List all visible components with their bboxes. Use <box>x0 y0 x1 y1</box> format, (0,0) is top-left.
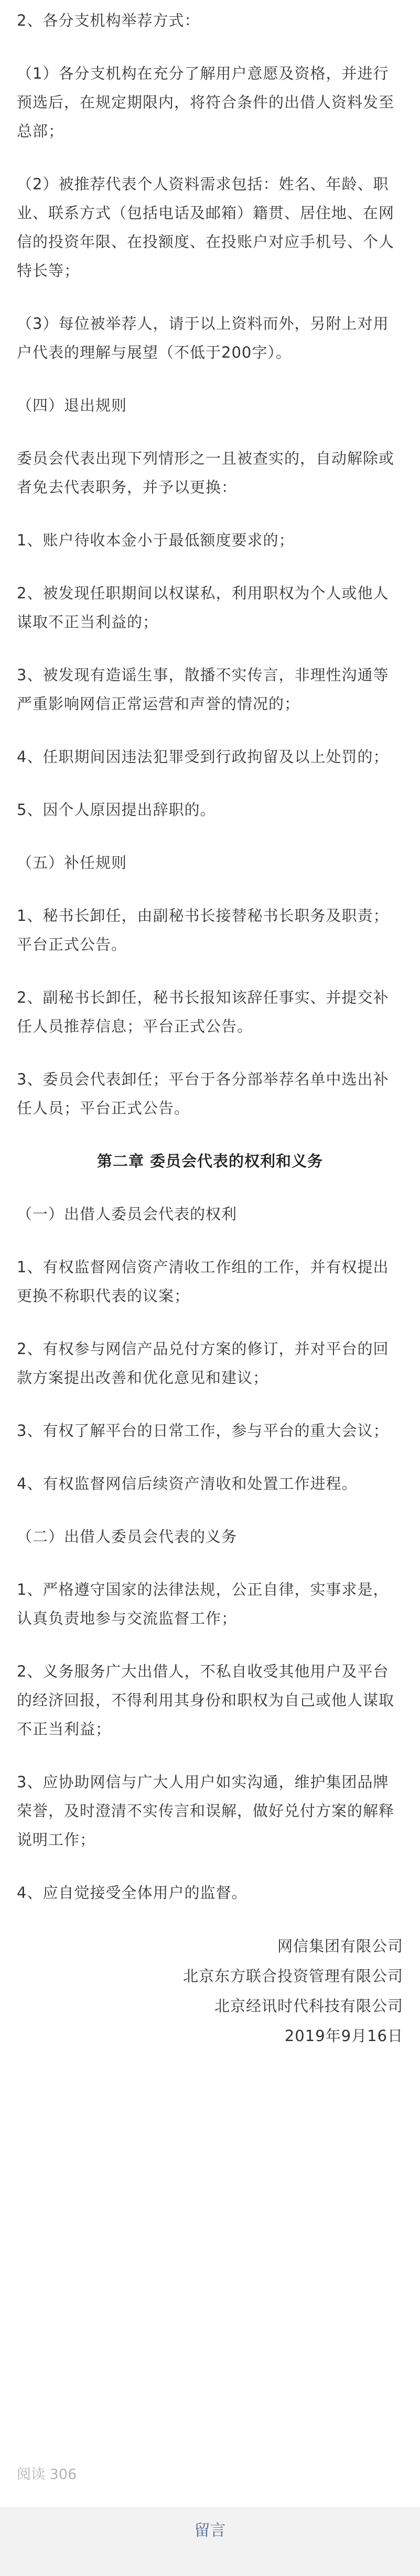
signature-block <box>17 1931 403 2051</box>
paragraph: 4、应自觉接受全体用户的监督。 <box>17 1884 247 1902</box>
paragraph: 1、账户待收本金小于最低额度要求的； <box>17 531 295 549</box>
paragraph: 1、严格遵守国家的法律法规，公正自律，实事求是，认真负责地参与交流监督工作； <box>17 1581 389 1627</box>
signature-org: 网信集团有限公司 <box>277 1937 403 1955</box>
paragraph: 2、副秘书长卸任，秘书长报知该辞任事实、并提交补任人员推荐信息；平台正式公告。 <box>17 989 389 1035</box>
paragraph: 3、有权了解平台的日常工作，参与平台的重大会议； <box>17 1422 389 1440</box>
section-title: （二）出借人委员会代表的义务 <box>17 1528 238 1545</box>
paragraph: 5、因个人原因提出辞职的。 <box>17 801 216 819</box>
paragraph: 3、应协助网信与广大人用户如实沟通，维护集团品牌荣誉，及时澄清不实传言和误解，做好兑付方案的解释说明工作； <box>17 1773 395 1849</box>
section-title: （一）出借人委员会代表的权利 <box>17 1205 238 1223</box>
signature-date: 2019年9月16日 <box>284 2027 403 2045</box>
paragraph: （1）各分支机构在充分了解用户意愿及资格，并进行预选后，在规定期限内，将符合条件的出借人资料发至总部； <box>17 65 395 140</box>
paragraph: 3、委员会代表卸任；平台于各分部举荐名单中选出补任人员；平台正式公告。 <box>17 1070 389 1117</box>
paragraph: （2）被推荐代表个人资料需求包括：姓名、年龄、职业、联系方式（包括电话及邮箱）籍贯、居住地、在网信的投资年限、在投额度、在投账户对应手机号、个人特长等； <box>17 175 395 280</box>
paragraph: 4、任职期间因违法犯罪受到行政拘留及以上处罚的； <box>17 748 389 766</box>
paragraph: 委员会代表出现下列情形之一且被查实的，自动解除或者免去代表职务，并予以更换： <box>17 449 395 496</box>
paragraph: 2、义务服务广大出借人，不私自收受其他用户及平台的经济回报，不得利用其身份和职权为自己或他人谋取不正当利益； <box>17 1662 395 1738</box>
chapter-heading: 第二章 委员会代表的权利和义务 <box>96 1152 324 1170</box>
signature-org: 北京经讯时代科技有限公司 <box>214 1997 403 2015</box>
paragraph: 4、有权监督网信后续资产清收和处置工作进程。 <box>17 1475 358 1493</box>
section-title: （四）退出规则 <box>17 396 127 414</box>
comment-link[interactable]: 留言 <box>194 2521 226 2540</box>
paragraph: 2、被发现任职期间以权谋私，利用职权为个人或他人谋取不正当利益的； <box>17 584 389 631</box>
signature-org: 北京东方联合投资管理有限公司 <box>182 1967 403 1985</box>
paragraph: 1、秘书长卸任，由副秘书长接替秘书长职务及职责；平台正式公告。 <box>17 907 389 953</box>
paragraph: （3）每位被举荐人，请于以上资料而外，另附上对用户代表的理解与展望（不低于200字）。 <box>17 315 389 361</box>
read-count: 阅读 306 <box>17 2466 77 2483</box>
paragraph: 2、有权参与网信产品兑付方案的修订，并对平台的回款方案提出改善和优化意见和建议； <box>17 1340 389 1387</box>
article-body <box>17 0 403 2051</box>
paragraph: 1、有权监督网信资产清收工作组的工作，并有权提出更换不称职代表的议案； <box>17 1258 389 1305</box>
paragraph: 3、被发现有造谣生事，散播不实传言，非理性沟通等严重影响网信正常运营和声誉的情况的； <box>17 666 389 713</box>
section-title: （五）补任规则 <box>17 854 127 872</box>
paragraph: 2、各分支机构举荐方式： <box>17 12 200 29</box>
comment-bar <box>0 2507 420 2576</box>
